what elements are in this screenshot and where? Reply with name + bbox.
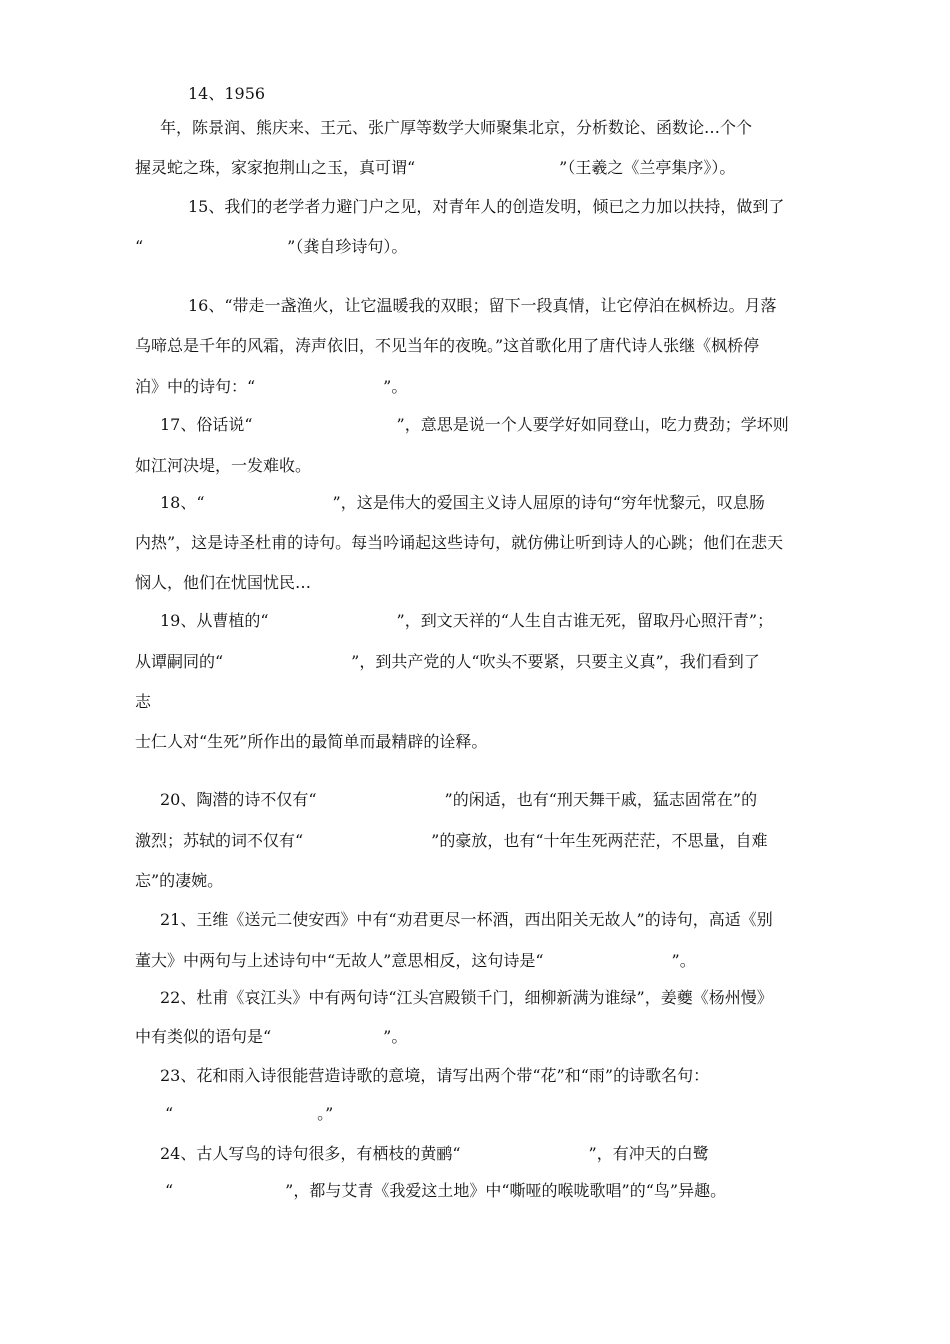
question-14-line: 年，陈景润、熊庆来、王元、张广厚等数学大师聚集北京，分析数论、函数论…个个 bbox=[160, 118, 753, 137]
question-19-line: 志 bbox=[135, 692, 152, 711]
question-14-line: 握灵蛇之珠，家家抱荆山之玉，真可谓“ ”（王羲之《兰亭集序》）。 bbox=[135, 158, 736, 177]
question-21-line: 21、王维《送元二使安西》中有“劝君更尽一杯酒，西出阳关无故人”的诗句，高适《别 bbox=[160, 910, 773, 929]
question-16-line: 16、“带走一盏渔火，让它温暖我的双眼；留下一段真情，让它停泊在枫桥边。月落 bbox=[188, 296, 777, 315]
question-19-line: 从谭嗣同的“ ”，到共产党的人“吹头不要紧，只要主义真”，我们看到了 bbox=[135, 652, 760, 671]
question-23-line: 23、花和雨入诗很能营造诗歌的意境，请写出两个带“花”和“雨”的诗歌名句： bbox=[160, 1066, 710, 1085]
question-17-line: 17、俗话说“ ”，意思是说一个人要学好如同登山，吃力费劲；学坏则 bbox=[160, 415, 789, 434]
question-22-line: 22、杜甫《哀江头》中有两句诗“江头宫殿锁千门，细柳新满为谁绿”，姜夔《杨州慢》 bbox=[160, 988, 773, 1007]
question-23-line: “ 。” bbox=[165, 1104, 334, 1123]
question-18-line: 18、“ ”，这是伟大的爱国主义诗人屈原的诗句“穷年忧黎元，叹息肠 bbox=[160, 493, 765, 512]
question-24-line: 24、古人写鸟的诗句很多，有栖枝的黄鹂“ ”，有冲天的白鹭 bbox=[160, 1144, 709, 1163]
question-19-line: 士仁人对“生死”所作出的最简单而最精辟的诠释。 bbox=[135, 732, 488, 751]
question-24-line: “ ”，都与艾青《我爱这土地》中“嘶哑的喉咙歌唱”的“鸟”异趣。 bbox=[165, 1181, 727, 1200]
question-22-line: 中有类似的语句是“ ”。 bbox=[135, 1027, 408, 1046]
question-18-line: 悯人，他们在忧国忧民… bbox=[135, 573, 312, 592]
question-16-line: 乌啼总是千年的风霜，涛声依旧，不见当年的夜晚。”这首歌化用了唐代诗人张继《枫桥停 bbox=[135, 336, 760, 355]
question-15-line: 15、我们的老学者力避门户之见，对青年人的创造发明，倾已之力加以扶持，做到了 bbox=[188, 197, 785, 216]
question-20-line: 20、陶潜的诗不仅有“ ”的闲适，也有“刑天舞干戚，猛志固常在”的 bbox=[160, 790, 758, 809]
question-18-line: 内热”，这是诗圣杜甫的诗句。每当吟诵起这些诗句，就仿佛让听到诗人的心跳；他们在悲天 bbox=[135, 533, 784, 552]
question-20-line: 忘”的凄婉。 bbox=[135, 871, 224, 890]
question-16-line: 泊》中的诗句：“ ”。 bbox=[135, 377, 408, 396]
question-21-line: 董大》中两句与上述诗句中“无故人”意思相反，这句诗是“ ”。 bbox=[135, 951, 696, 970]
question-19-line: 19、从曹植的“ ”，到文天祥的“人生自古谁无死，留取丹心照汗青”； bbox=[160, 611, 774, 630]
question-14-number: 14、1956 bbox=[188, 84, 266, 103]
question-15-line: “ ”（龚自珍诗句）。 bbox=[135, 237, 408, 256]
question-20-line: 激烈；苏轼的词不仅有“ ”的豪放，也有“十年生死两茫茫，不思量，自难 bbox=[135, 831, 768, 850]
question-17-line: 如江河决堤，一发难收。 bbox=[135, 456, 312, 475]
